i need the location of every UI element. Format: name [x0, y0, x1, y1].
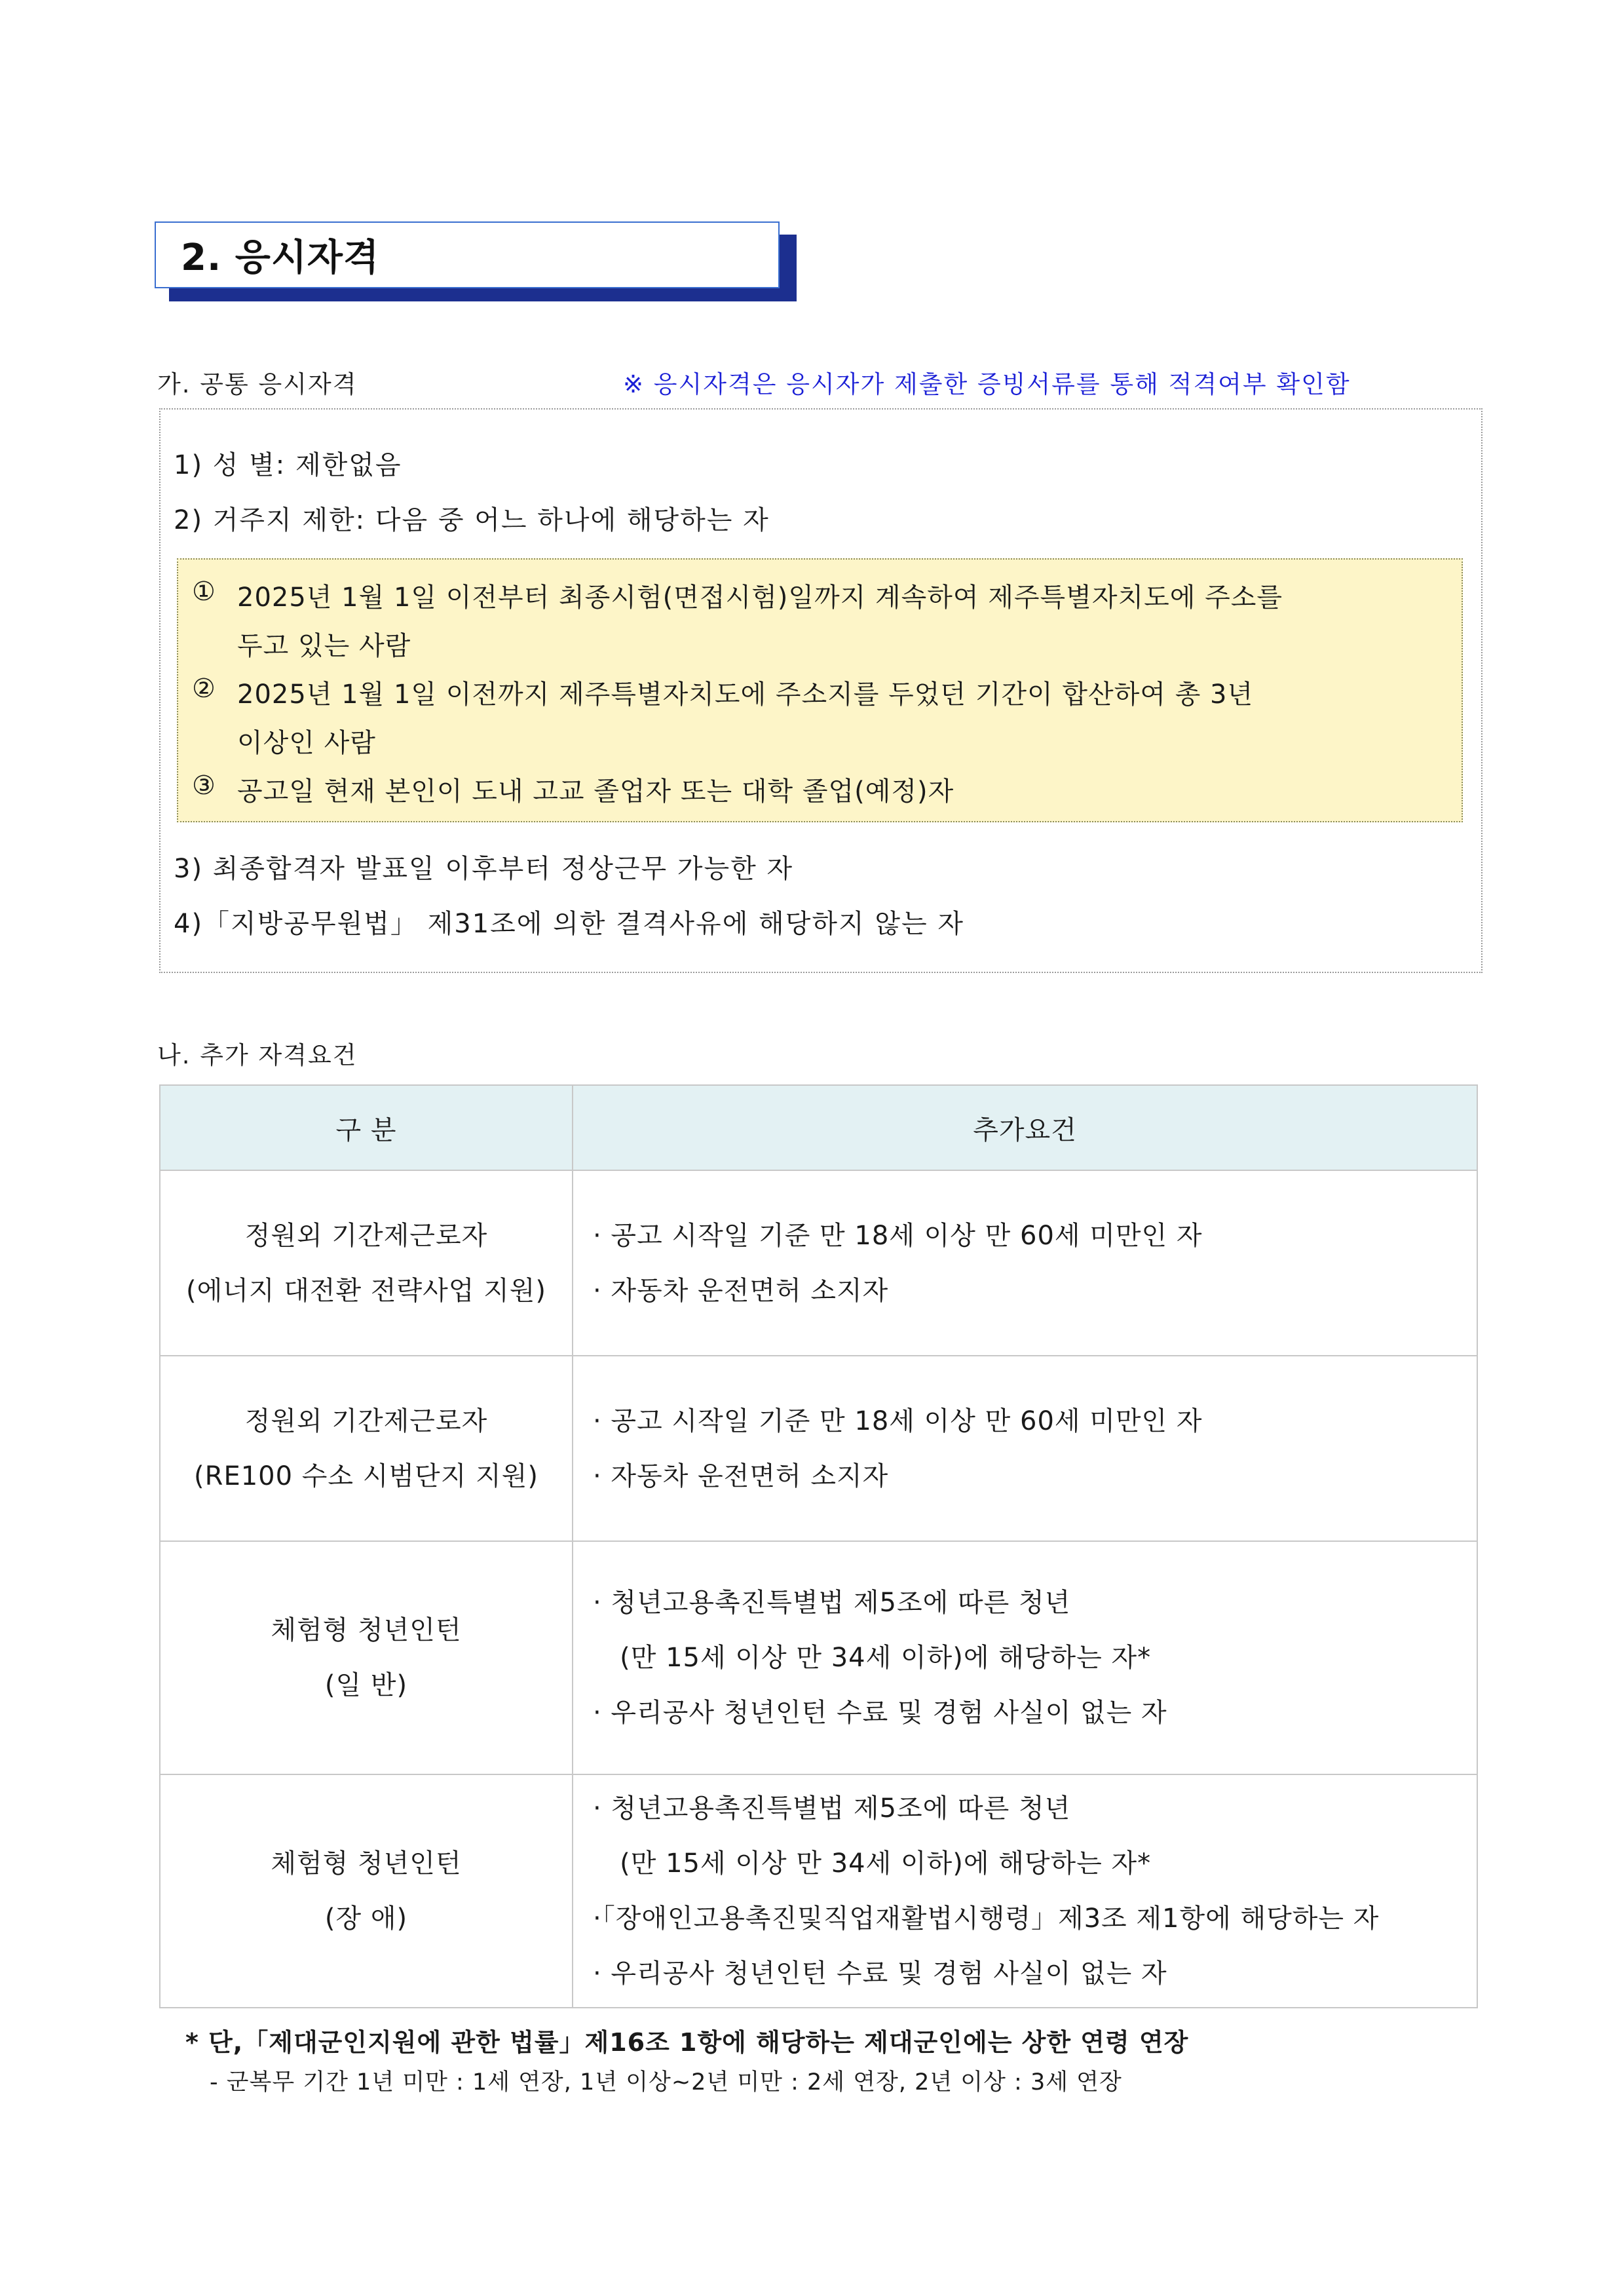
residence-option-3-mark: ③ [192, 771, 216, 801]
heading-box [155, 221, 780, 288]
row-category [160, 1541, 573, 1774]
category-line: 체험형 청년인턴 [271, 1615, 462, 1645]
requirement-line: (만 15세 이상 만 34세 이하)에 해당하는 자* [593, 1643, 1152, 1673]
category-line: 체험형 청년인턴 [271, 1848, 462, 1879]
section-b-title: 나. 추가 자격요건 [157, 1041, 358, 1069]
additional-requirements-table [159, 1084, 1478, 2008]
qualification-item-3: 3) 최종합격자 발표일 이후부터 정상근무 가능한 자 [174, 854, 794, 884]
requirement-line: · 자동차 운전면허 소지자 [593, 1461, 889, 1491]
requirement-line: · 공고 시작일 기준 만 18세 이상 만 60세 미만인 자 [593, 1406, 1203, 1436]
qualification-item-4: 4)「지방공무원법」 제31조에 의한 결격사유에 해당하지 않는 자 [174, 909, 964, 939]
page-title: 2. 응시자격 [181, 237, 380, 279]
requirement-line: · 자동차 운전면허 소지자 [593, 1275, 889, 1306]
section-a-note: ※ 응시자격은 응시자가 제출한 증빙서류를 통해 적격여부 확인함 [623, 370, 1351, 398]
table-row [160, 1541, 1477, 1774]
section-heading [155, 221, 797, 301]
row-requirements [573, 1774, 1477, 2008]
row-requirements [573, 1170, 1477, 1356]
footnote-sub: - 군복무 기간 1년 미만 : 1세 연장, 1년 이상~2년 미만 : 2세 연장, 2년 이상 : 3세 연장 [210, 2069, 1122, 2095]
requirement-line: · 청년고용촉진특별법 제5조에 따른 청년 [593, 1588, 1071, 1618]
table-header-requirements: 추가요건 [573, 1085, 1477, 1170]
residence-option-3-line1: 공고일 현재 본인이 도내 고교 졸업자 또는 대학 졸업(예정)자 [237, 776, 954, 807]
residence-option-1-mark: ① [192, 577, 216, 607]
row-requirements [573, 1356, 1477, 1541]
category-line: (에너지 대전환 전략사업 지원) [185, 1275, 547, 1306]
row-category [160, 1356, 573, 1541]
residence-option-2-line2: 이상인 사람 [237, 728, 376, 758]
residence-option-1-line2: 두고 있는 사람 [237, 631, 411, 661]
qualification-item-1: 1) 성 별: 제한없음 [174, 450, 402, 480]
requirement-line: · 우리공사 청년인턴 수료 및 경험 사실이 없는 자 [593, 1959, 1167, 1989]
requirement-line: ·「장애인고용촉진및직업재활법시행령」제3조 제1항에 해당하는 자 [593, 1904, 1380, 1934]
table-row [160, 1356, 1477, 1541]
requirement-line: · 청년고용촉진특별법 제5조에 따른 청년 [593, 1793, 1071, 1824]
row-requirements [573, 1541, 1477, 1774]
requirement-line: · 공고 시작일 기준 만 18세 이상 만 60세 미만인 자 [593, 1220, 1203, 1251]
residence-option-2-line1: 2025년 1월 1일 이전까지 제주특별자치도에 주소지를 두었던 기간이 합산하여 총 3년 [237, 679, 1254, 710]
category-line: (장 애) [324, 1904, 408, 1934]
qualification-item-2: 2) 거주지 제한: 다음 중 어느 하나에 해당하는 자 [174, 505, 770, 535]
residence-option-1-line1: 2025년 1월 1일 이전부터 최종시험(면접시험)일까지 계속하여 제주특별자치도에 주소를 [237, 583, 1283, 613]
residence-option-2-mark: ② [192, 674, 216, 704]
table-row [160, 1774, 1477, 2008]
section-a-title: 가. 공통 응시자격 [157, 370, 358, 398]
table-header-category: 구 분 [160, 1085, 573, 1170]
requirement-line: (만 15세 이상 만 34세 이하)에 해당하는 자* [593, 1848, 1152, 1879]
table-header-row [160, 1085, 1477, 1170]
category-line: 정원외 기간제근로자 [244, 1220, 488, 1251]
row-category [160, 1170, 573, 1356]
footnote-main: * 단,「제대군인지원에 관한 법률」제16조 1항에 해당하는 제대군인에는 상한 연령 연장 [185, 2028, 1189, 2057]
row-category [160, 1774, 573, 2008]
category-line: (RE100 수소 시범단지 지원) [194, 1461, 538, 1491]
requirement-line: · 우리공사 청년인턴 수료 및 경험 사실이 없는 자 [593, 1698, 1167, 1728]
table-row [160, 1170, 1477, 1356]
category-line: (일 반) [324, 1670, 408, 1700]
category-line: 정원외 기간제근로자 [244, 1406, 488, 1436]
